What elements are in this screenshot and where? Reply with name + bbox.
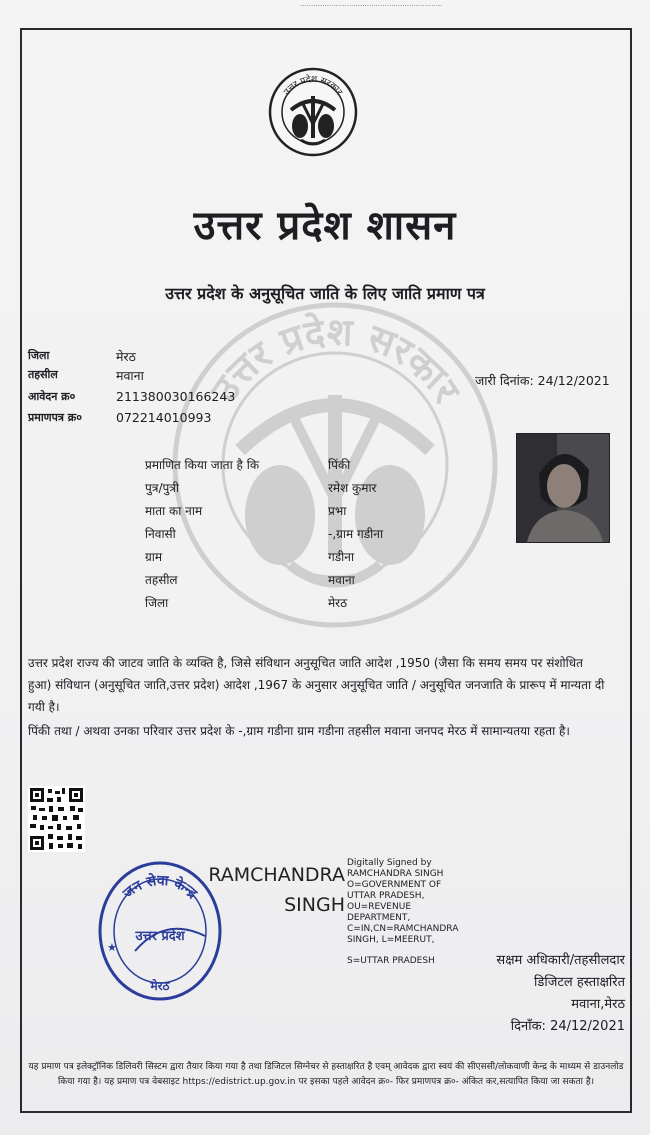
field-label: पुत्र/पुत्री xyxy=(145,481,180,495)
certificate-label: प्रमाणपत्र क्र० xyxy=(28,411,82,424)
signer-name xyxy=(200,860,345,920)
digsig-line: OU=REVENUE xyxy=(347,902,412,912)
digsig-last-line: S=UTTAR PRADESH xyxy=(347,956,435,966)
field-value: गडीना xyxy=(328,550,355,564)
district-label: जिला xyxy=(28,349,50,362)
seal-top-text: जन सेवा केन्द्र xyxy=(120,872,200,902)
field-value: मवाना xyxy=(328,573,355,587)
digsig-line: O=GOVERNMENT OF xyxy=(347,880,442,890)
caste-declaration-paragraph: उत्तर प्रदेश राज्य की जाटव जाति के व्यक्ति है, जिसे संविधान अनुसूचित जाति आदेश ,1950 (जैसा कि समय समय पर संशोधित हुआ) संविधान (अनुसूचित जाति,उत्तर प्रदेश) आदेश ,1967 के अनुसार अनुसूचित जाति / अनुसूचित जनजाति के प्रारूप में मान्यता दी गयी है। xyxy=(28,656,605,714)
field-label: ग्राम xyxy=(145,550,163,564)
digital-signature-block xyxy=(347,858,472,967)
officer-designation: सक्षम अधिकारी/तहसीलदार xyxy=(496,953,625,968)
digsig-line: DEPARTMENT, xyxy=(347,913,411,923)
digsig-line: Digitally Signed by xyxy=(347,858,432,868)
tehsil-value: मवाना xyxy=(116,368,144,383)
field-label: प्रमाणित किया जाता है कि xyxy=(145,458,260,472)
certificate-number: 072214010993 xyxy=(116,410,212,425)
up-emblem-icon xyxy=(267,66,359,174)
field-value: रमेश कुमार xyxy=(328,481,377,495)
applicant-photo xyxy=(516,433,610,543)
seal-center-text: उत्तर प्रदेश xyxy=(135,929,185,944)
officer-date: दिनाँक: 24/12/2021 xyxy=(510,1019,625,1034)
top-strip-text: ................................................................ xyxy=(300,0,443,8)
digsig-line: SINGH, L=MEERUT, xyxy=(347,935,435,945)
page-title: उत्तर प्रदेश शासन xyxy=(193,203,457,249)
emblem-label: उत्तर प्रदेश सरकार xyxy=(282,74,344,98)
certificate-subtitle: उत्तर प्रदेश के अनुसूचित जाति के लिए जाति प्रमाण पत्र xyxy=(165,284,485,303)
officer-location: मवाना,मेरठ xyxy=(571,997,625,1012)
field-label: जिला xyxy=(145,596,169,610)
digsig-line: RAMCHANDRA SINGH xyxy=(347,869,444,879)
qr-code xyxy=(28,786,85,852)
application-number: 211380030166243 xyxy=(116,389,236,404)
district-value: मेरठ xyxy=(116,349,136,364)
field-value: प्रभा xyxy=(328,504,347,518)
field-value: पिंकी xyxy=(328,458,351,472)
digsig-line: C=IN,CN=RAMCHANDRA xyxy=(347,924,459,934)
signer-name-line2: SINGH xyxy=(284,894,345,916)
digsig-line: UTTAR PRADESH, xyxy=(347,891,425,901)
field-value: -,ग्राम गडीना xyxy=(328,527,384,541)
field-value: मेरठ xyxy=(328,596,348,610)
tehsil-label: तहसील xyxy=(28,368,58,381)
watermark-text: उत्तर प्रदेश सरकार xyxy=(201,309,469,411)
svg-text:जन सेवा केन्द्र xyxy=(119,872,200,902)
application-label: आवेदन क्र० xyxy=(28,390,76,403)
seal-bottom-text: मेरठ xyxy=(150,979,170,993)
signer-name-line1: RAMCHANDRA xyxy=(208,864,345,886)
officer-block xyxy=(455,950,625,1038)
issue-date: जारी दिनांक: 24/12/2021 xyxy=(475,373,610,388)
field-label: निवासी xyxy=(145,527,176,541)
residence-paragraph: पिंकी तथा / अथवा उनका परिवार उत्तर प्रदेश के -,ग्राम गडीना ग्राम गडीना तहसील मवाना जनपद मेरठ में सामान्यतया रहता है। xyxy=(28,724,570,738)
field-label: माता का नाम xyxy=(145,504,203,518)
officer-digital-signed: डिजिटल हस्ताक्षरित xyxy=(534,975,625,990)
footer-note: यह प्रमाण पत्र इलेक्ट्रॉनिक डिलिवरी सिस्टम द्वारा तैयार किया गया है तथा डिजिटल सिग्नेचर से हस्ताक्षरित है एवम् आवेदक द्वारा स्वयं की सीएससी/लोकवाणी केन्द्र के माध्यम से डाउनलोड किया गया है। यह प्रमाण पत्र वेबसाइट https://edistrict.up.gov.in पर इसका पहले आवेदन क्र०- फिर प्रमाणपत्र क्र०- अंकित कर,सत्यापित किया जा सकता है। xyxy=(28,1062,624,1087)
seal-star-icon: ★ xyxy=(107,941,117,954)
field-label: तहसील xyxy=(145,573,178,587)
